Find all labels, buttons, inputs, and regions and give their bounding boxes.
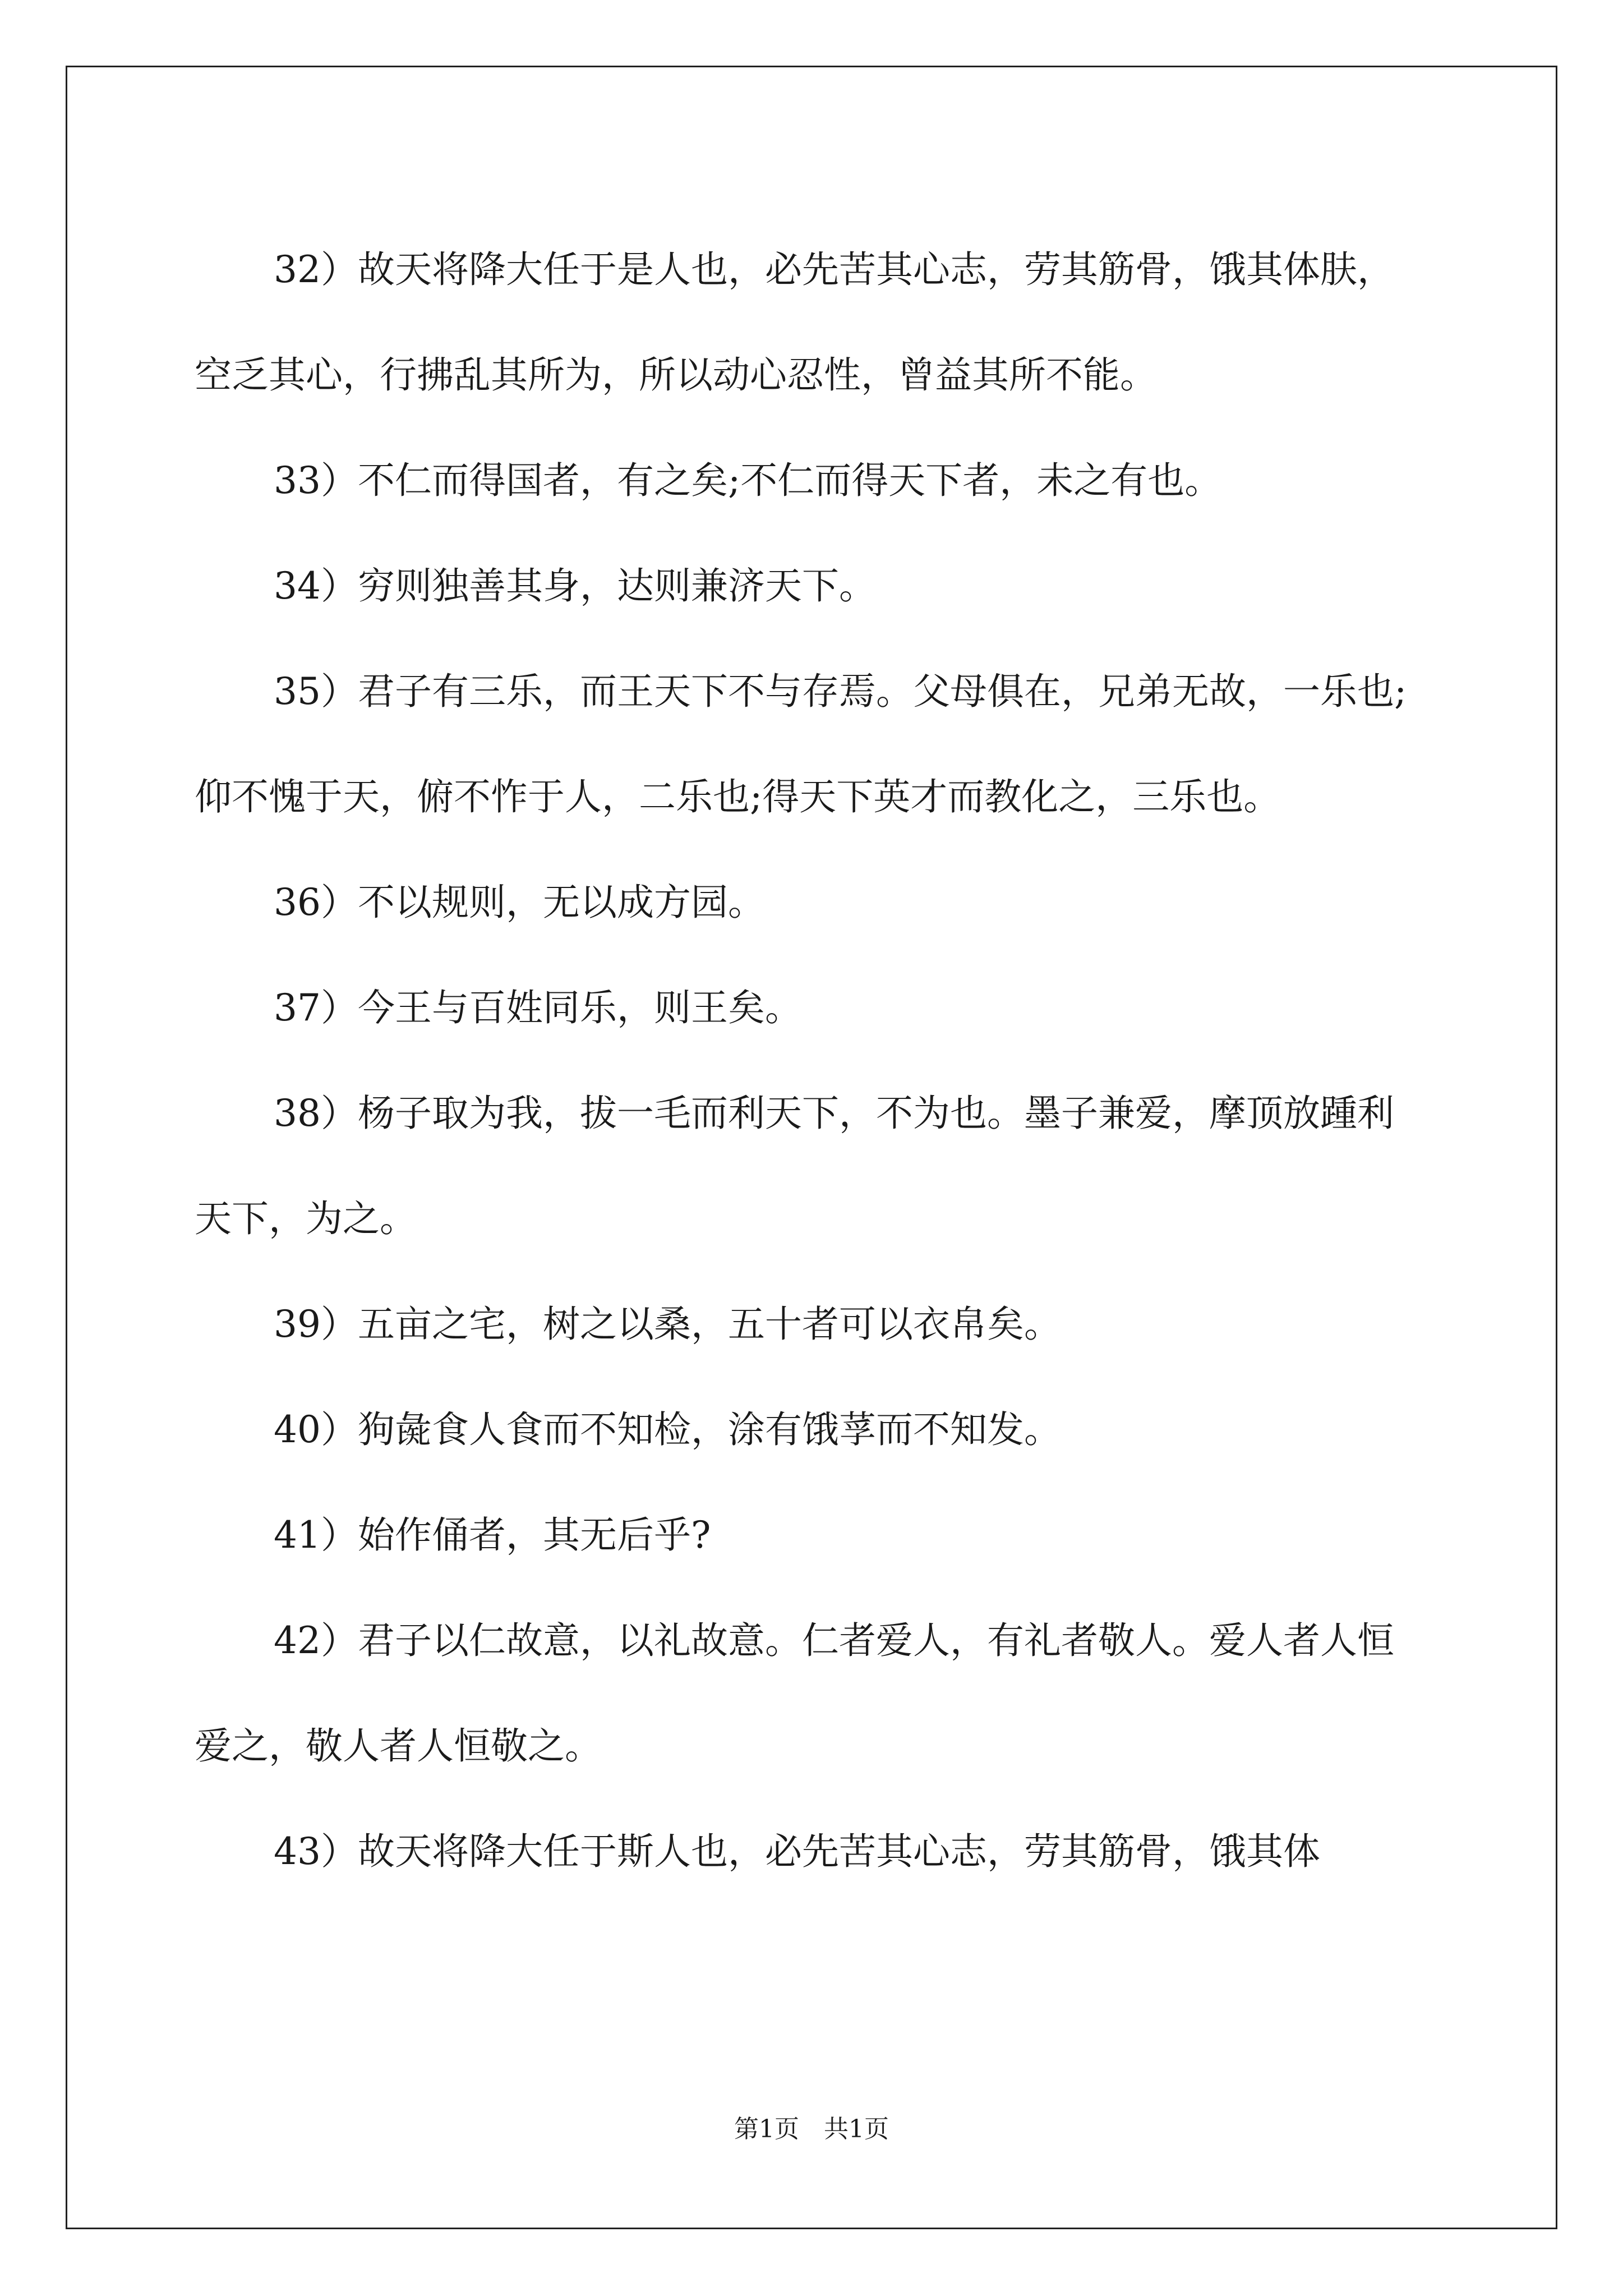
paragraph-33: 33）不仁而得国者，有之矣;不仁而得天下者，未之有也。 — [274, 459, 1222, 502]
paragraph-35: 35）君子有三乐，而王天下不与存焉。父母俱在，兄弟无故，一乐也;仰不愧于天，俯不怍于人，二乐也;得天下英才而教化之，三乐也。 — [195, 670, 1407, 818]
paragraph-43: 43）故天将降大任于斯人也，必先苦其心志，劳其筋骨，饿其体 — [274, 1830, 1320, 1873]
page-number-total: 共1页 — [824, 2115, 889, 2143]
page-footer — [0, 2113, 1623, 2146]
document-body — [195, 217, 1422, 1904]
paragraph-36: 36）不以规则，无以成方园。 — [274, 881, 765, 924]
paragraph-37: 37）今王与百姓同乐，则王矣。 — [274, 986, 802, 1029]
paragraph-40: 40）狗彘食人食而不知检，涂有饿莩而不知发。 — [274, 1408, 1061, 1451]
page-number-current: 第1页 — [734, 2115, 799, 2143]
paragraph-38: 38）杨子取为我，拔一毛而利天下，不为也。墨子兼爱，摩顶放踵利天下，为之。 — [195, 1092, 1394, 1240]
paragraph-42: 42）君子以仁故意，以礼故意。仁者爱人，有礼者敬人。爱人者人恒爱之，敬人者人恒敬之。 — [195, 1619, 1394, 1768]
paragraph-34: 34）穷则独善其身，达则兼济天下。 — [274, 564, 876, 608]
paragraph-41: 41）始作俑者，其无后乎? — [274, 1513, 711, 1557]
paragraph-39: 39）五亩之宅，树之以桑，五十者可以衣帛矣。 — [274, 1303, 1061, 1346]
paragraph-32: 32）故天将降大任于是人也，必先苦其心志，劳其筋骨，饿其体肤，空乏其心，行拂乱其所为，所以动心忍性，曾益其所不能。 — [195, 248, 1394, 397]
